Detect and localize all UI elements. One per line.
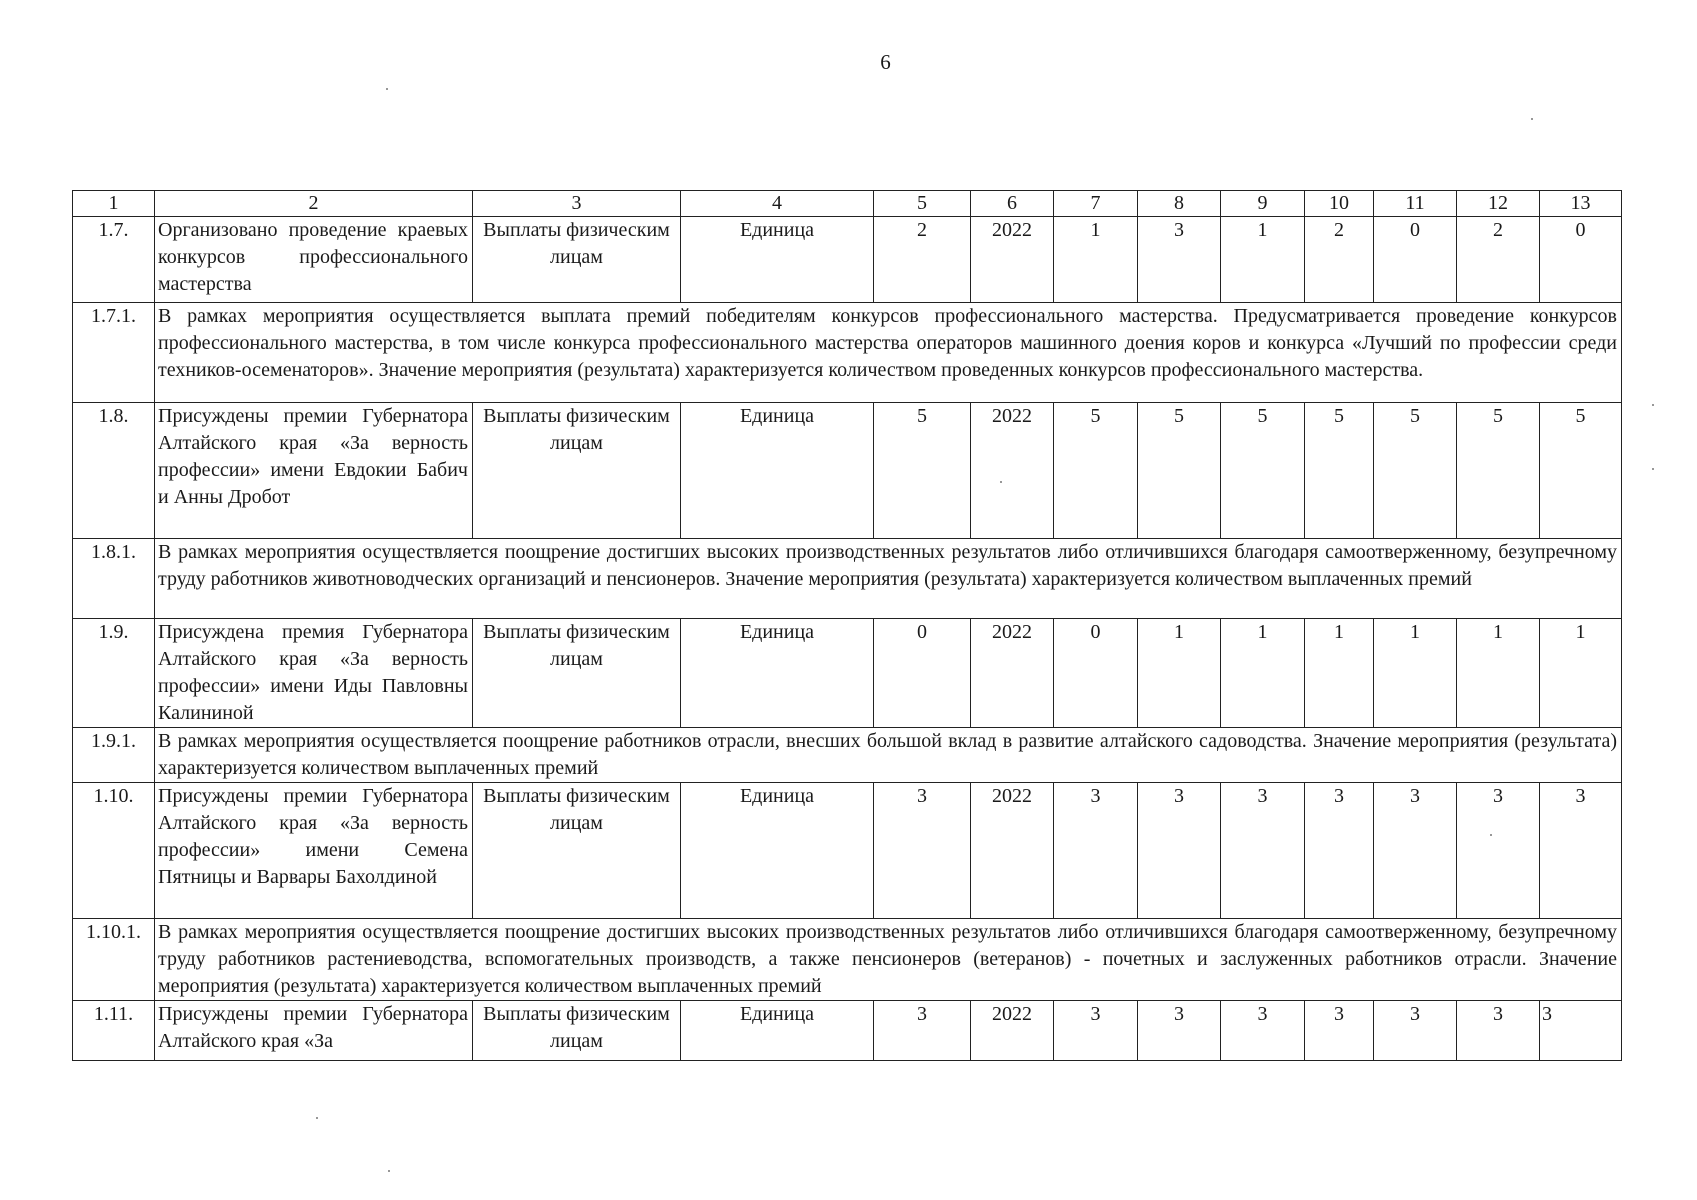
unit: Единица [681, 1001, 874, 1061]
scan-speck [388, 1170, 390, 1172]
column-header: 3 [473, 191, 681, 217]
indicator-row [73, 1001, 1622, 1061]
value-cell: 2022 [971, 619, 1054, 728]
value-cell: 3 [874, 783, 971, 919]
unit: Единица [681, 783, 874, 919]
value-cell: 5 [1540, 403, 1622, 539]
value-cell: 2022 [971, 1001, 1054, 1061]
value-cell: 2 [1457, 217, 1540, 303]
payment-type: Выплаты физическим лицам [473, 403, 681, 539]
value-cell: 3 [1054, 783, 1138, 919]
value-cell: 2 [1305, 217, 1374, 303]
description-text: В рамках мероприятия осуществляется поощрение работников отрасли, внесших большой вклад в развитие алтайского садоводства. Значение мероприятия (результата) характеризуется количеством выплаченных премий [155, 728, 1622, 783]
value-cell: 2022 [971, 783, 1054, 919]
indicator-row [73, 217, 1622, 303]
indicator-row [73, 403, 1622, 539]
value-cell: 2022 [971, 217, 1054, 303]
row-number: 1.10.1. [73, 919, 155, 1001]
description-text: В рамках мероприятия осуществляется поощрение достигших высоких производственных результатов либо отличившихся благодаря самоотверженному, безупречному труду работников растениеводства, вспомогательных производств, а также пенсионеров (ветеранов) - почетных и заслуженных работников отрасли. Значение мероприятия (результата) характеризуется количеством выплаченных премий [155, 919, 1622, 1001]
value-cell: 5 [1054, 403, 1138, 539]
value-cell: 3 [1540, 1001, 1622, 1061]
column-header: 12 [1457, 191, 1540, 217]
payment-type: Выплаты физическим лицам [473, 783, 681, 919]
value-cell: 1 [1138, 619, 1221, 728]
column-header: 7 [1054, 191, 1138, 217]
value-cell: 3 [1138, 217, 1221, 303]
unit: Единица [681, 403, 874, 539]
value-cell: 5 [1374, 403, 1457, 539]
scan-speck [386, 88, 388, 90]
value-cell: 5 [1457, 403, 1540, 539]
value-cell: 2 [874, 217, 971, 303]
value-cell: 3 [1221, 783, 1305, 919]
indicator-row [73, 619, 1622, 728]
scan-speck [316, 1117, 318, 1119]
value-cell: 0 [1054, 619, 1138, 728]
row-number: 1.9.1. [73, 728, 155, 783]
indicators-table [72, 190, 1622, 1061]
value-cell: 1 [1221, 619, 1305, 728]
value-cell: 1 [1221, 217, 1305, 303]
column-header: 6 [971, 191, 1054, 217]
unit: Единица [681, 619, 874, 728]
value-cell: 3 [1374, 1001, 1457, 1061]
indicator-name: Присуждены премии Губернатора Алтайского края «За [155, 1001, 473, 1061]
page-number: 6 [880, 50, 891, 74]
column-header: 10 [1305, 191, 1374, 217]
value-cell: 3 [1221, 1001, 1305, 1061]
indicator-row [73, 783, 1622, 919]
column-header: 1 [73, 191, 155, 217]
value-cell: 3 [1305, 783, 1374, 919]
value-cell: 3 [1054, 1001, 1138, 1061]
value-cell: 3 [1540, 783, 1622, 919]
scan-speck [1490, 834, 1492, 836]
indicator-name: Организовано проведение краевых конкурсов профессионального мастерства [155, 217, 473, 303]
description-text: В рамках мероприятия осуществляется выплата премий победителям конкурсов профессионального мастерства. Предусматривается проведение конкурсов профессионального мастерства, в том числе конкурса профессионального мастерства операторов машинного доения коров и конкурса «Лучший по профессии среди техников-осеменаторов». Значение мероприятия (результата) характеризуется количеством проведенных конкурсов профессионального мастерства. [155, 303, 1622, 403]
column-header: 11 [1374, 191, 1457, 217]
column-header: 4 [681, 191, 874, 217]
value-cell: 5 [1221, 403, 1305, 539]
unit: Единица [681, 217, 874, 303]
row-number: 1.8. [73, 403, 155, 539]
payment-type: Выплаты физическим лицам [473, 1001, 681, 1061]
payment-type: Выплаты физическим лицам [473, 619, 681, 728]
indicator-name: Присуждены премии Губернатора Алтайского края «За верность профессии» имени Евдокии Бабич и Анны Дробот [155, 403, 473, 539]
row-number: 1.11. [73, 1001, 155, 1061]
value-cell: 0 [1540, 217, 1622, 303]
value-cell: 3 [1138, 1001, 1221, 1061]
header-row [73, 191, 1622, 217]
scan-speck [1652, 404, 1654, 406]
payment-type: Выплаты физическим лицам [473, 217, 681, 303]
scan-speck [1652, 468, 1654, 470]
row-number: 1.9. [73, 619, 155, 728]
value-cell: 2022 [971, 403, 1054, 539]
value-cell: 5 [1138, 403, 1221, 539]
description-row [73, 539, 1622, 619]
value-cell: 3 [874, 1001, 971, 1061]
column-header: 13 [1540, 191, 1622, 217]
value-cell: 3 [1457, 783, 1540, 919]
description-row [73, 303, 1622, 403]
description-row [73, 919, 1622, 1001]
value-cell: 3 [1374, 783, 1457, 919]
value-cell: 1 [1054, 217, 1138, 303]
value-cell: 1 [1540, 619, 1622, 728]
value-cell: 1 [1457, 619, 1540, 728]
row-number: 1.7. [73, 217, 155, 303]
value-cell: 3 [1138, 783, 1221, 919]
value-cell: 0 [874, 619, 971, 728]
value-cell: 0 [1374, 217, 1457, 303]
column-header: 2 [155, 191, 473, 217]
column-header: 5 [874, 191, 971, 217]
row-number: 1.7.1. [73, 303, 155, 403]
scan-speck [1531, 118, 1533, 120]
value-cell: 3 [1457, 1001, 1540, 1061]
scan-speck [1000, 481, 1002, 483]
row-number: 1.8.1. [73, 539, 155, 619]
column-header: 9 [1221, 191, 1305, 217]
description-row [73, 728, 1622, 783]
value-cell: 3 [1305, 1001, 1374, 1061]
indicator-name: Присуждена премия Губернатора Алтайского края «За верность профессии» имени Иды Павловны Калининой [155, 619, 473, 728]
value-cell: 1 [1305, 619, 1374, 728]
column-header: 8 [1138, 191, 1221, 217]
description-text: В рамках мероприятия осуществляется поощрение достигших высоких производственных результатов либо отличившихся благодаря самоотверженному, безупречному труду работников животноводческих организаций и пенсионеров. Значение мероприятия (результата) характеризуется количеством выплаченных премий [155, 539, 1622, 619]
value-cell: 5 [874, 403, 971, 539]
row-number: 1.10. [73, 783, 155, 919]
value-cell: 1 [1374, 619, 1457, 728]
value-cell: 5 [1305, 403, 1374, 539]
indicator-name: Присуждены премии Губернатора Алтайского края «За верность профессии» имени Семена Пятницы и Варвары Бахолдиной [155, 783, 473, 919]
